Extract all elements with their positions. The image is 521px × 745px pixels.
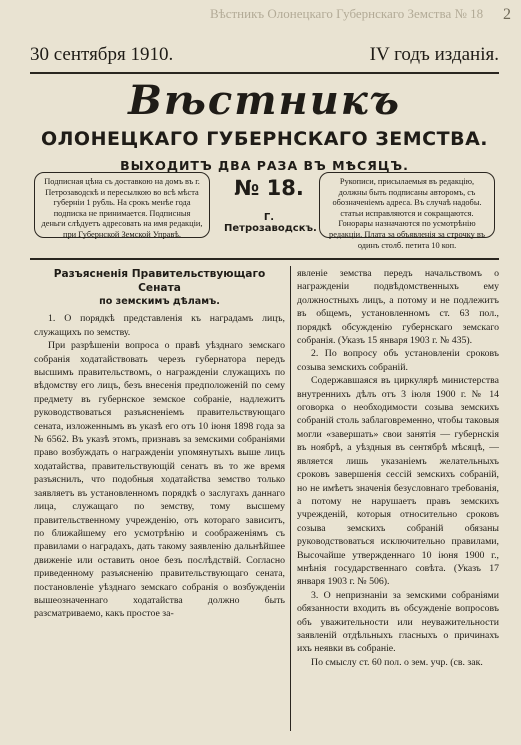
article-title: Разъясненія Правительствующаго Сената (53, 268, 266, 294)
publication-frequency: ВЫХОДИТЪ ДВА РАЗА ВЪ МѢСЯЦЪ. (120, 158, 409, 173)
subscription-info-box: Подписная цѣна съ доставкою на домъ въ г. Петрозаводскѣ и пересылкою во всѣ мѣста губерніи 1 рубль. На срокъ менѣе года подписка не принимается. Подписныя деньги слѣдуетъ адресовать на имя редакціи, при Губернской Земской Управѣ. (34, 172, 210, 238)
article-paragraph: 1. О порядкѣ представленія къ наградамъ лицъ, служащихъ по земству. (34, 313, 285, 338)
publication-city: Г. Петрозаводскъ. (224, 212, 317, 234)
column-divider (290, 266, 291, 731)
article-paragraph: 3. О непризнаніи за земскими собраніями обязанности входить въ обсужденіе вопросовъ объ уважительности или неуважительности заявленій отдѣльныхъ гласныхъ о причинахъ ихъ неявки въ собраніе. (297, 589, 499, 655)
article-paragraph: 2. По вопросу объ установленіи сроковъ созыва земскихъ собраній. (297, 348, 499, 373)
date-line (30, 44, 499, 70)
left-column (34, 267, 285, 731)
masthead-rule (30, 258, 499, 260)
article-paragraph: По смыслу ст. 60 пол. о зем. учр. (св. зак. (311, 656, 483, 668)
masthead (30, 78, 499, 173)
top-rule (30, 72, 499, 74)
issue-number: № 18. (234, 176, 304, 200)
year-of-publication: IV годъ изданія. (369, 44, 499, 65)
issue-block (224, 174, 317, 234)
masthead-subtitle: ОЛОНЕЦКАГО ГУБЕРНСКАГО ЗЕМСТВА. (41, 128, 488, 150)
page-number: 2 (503, 6, 511, 23)
issue-date: 30 сентября 1910. (30, 44, 174, 65)
article-paragraph: явленіе земства передъ начальствомъ о награжденіи подвѣдомственныхъ ему должностныхъ лицъ, а потому и не подлежитъ въ общемъ, установленномъ ст. 63 пол., порядкѣ обсужденію губернскаго земскаго собранія. (Указъ 15 января 1903 г. № 435). (297, 268, 499, 347)
bleed-through-header: Вѣстникъ Олонецкаго Губернскаго Земства № 18 (210, 6, 484, 21)
article-paragraph: Содержавшаяся въ циркулярѣ министерства внутреннихъ дѣлъ отъ 3 іюля 1900 г. № 14 оговорка о необходимости созыва земскихъ собраній столь заблаговременно, чтобы таковыя могли «завершать» свои занятія — губернскія въ ноябрѣ, а уѣздныя въ сентябрѣ мѣсяцѣ, — является лишь указаніемъ желательныхъ сроковъ завершенія сессій земскихъ собраній, но не имѣетъ значенія безусловнаго требованія, а потому не нарушаетъ правъ земскихъ учрежденій, которыя относительно сроковъ созыва земскихъ собраній обязаны руководствоваться исключительно правилами, Высочайше утвержденнаго 10 іюня 1900 г., мнѣнія государственнаго совѣта. (Указъ 17 января 1903 г. № 506). (297, 375, 499, 588)
article-paragraph: При разрѣшеніи вопроса о правѣ уѣзднаго земскаго собранія ходатайствовать черезъ губернатора передъ высшимъ правительствомъ, о награжденіи служащихъ по вѣдомству его лицъ, безъ внесенія предположеній по сему предмету въ губернское земское собраніе, надлежитъ руководствоваться разъясненіемъ правительствующаго сената, изложеннымъ въ указѣ его отъ 10 іюня 1898 года за № 6562. Въ указѣ этомъ, признавъ за земскими собраніями право возбуждать о награжденіи упомянутыхъ выше лицъ ходатайства, правительствующій сенатъ въ то же время разъяснилъ, что подобныя ходатайства земство только заявляетъ въ установленномъ порядкѣ о заслугахъ даннаго лица, служащаго по земству, тому высшему правительственному учрежденію, отъ котораго зависитъ, по ближайшему его усмотрѣнію и соображеніямъ съ правилами о наградахъ, дать такому заявленію дальнѣйшее движеніе или оставить оное безъ послѣдствій. Согласно приведенному разъясненію правительствующаго сената, постановленіе уѣзднаго земскаго собранія о возбужденіи вышеозначеннаго ходатайства должно быть разсматриваемо, какъ простое за- (34, 340, 285, 620)
info-row (34, 172, 495, 250)
masthead-title: Вѣстникъ (128, 77, 401, 124)
right-column (297, 267, 499, 731)
article-subtitle: по земскимъ дѣламъ. (99, 296, 220, 307)
editorial-info-box: Рукописи, присылаемыя въ редакцію, должны быть подписаны авторомъ, съ обозначеніемъ адреса. Въ случаѣ надобы. статьи исправляются и сокращаются. Гонорары назначаются по усмотрѣнію редакціи. Плата за объявленія за строчку въ одинъ столб. петита 10 коп. (319, 172, 495, 238)
